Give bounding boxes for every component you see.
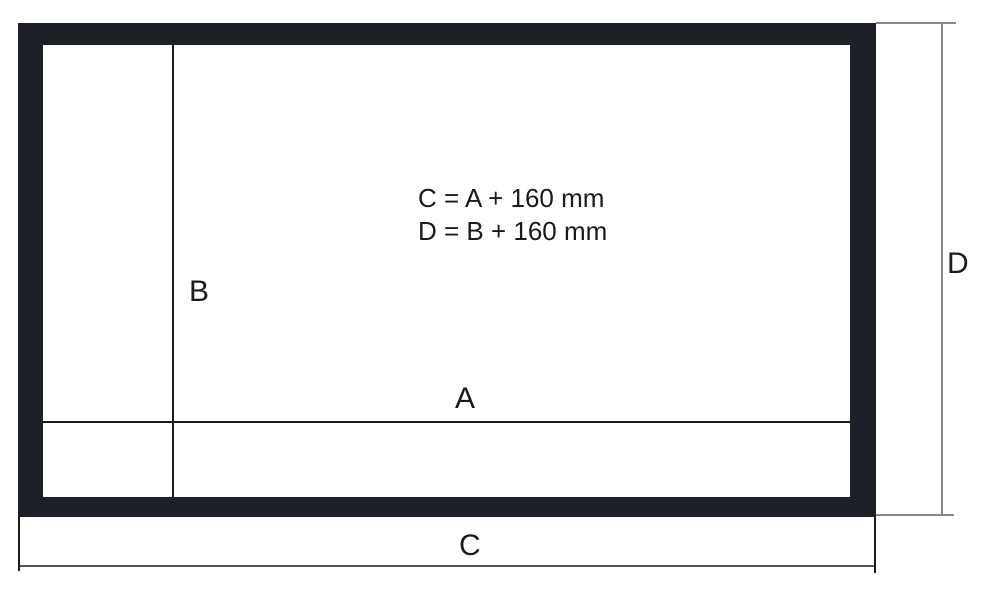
label-inner-width-a: A [455, 382, 476, 415]
formula-block [418, 182, 607, 248]
label-inner-height-b: B [189, 275, 210, 308]
inner-height-line-b [172, 45, 174, 497]
label-outer-height-d: D [947, 247, 969, 280]
dimension-c-tick-right [874, 516, 876, 573]
dimension-c-tick-left [18, 517, 20, 571]
screen-frame [18, 23, 876, 517]
dimension-c-extent-line [18, 565, 876, 567]
formula-line-d: D = B + 160 mm [418, 216, 608, 246]
dimension-d-tick-top [876, 22, 956, 24]
label-outer-width-c: C [459, 529, 481, 562]
formula-line-c: C = A + 160 mm [418, 183, 605, 213]
dimension-d-extent-line [941, 22, 943, 516]
inner-width-line-a [43, 421, 850, 423]
